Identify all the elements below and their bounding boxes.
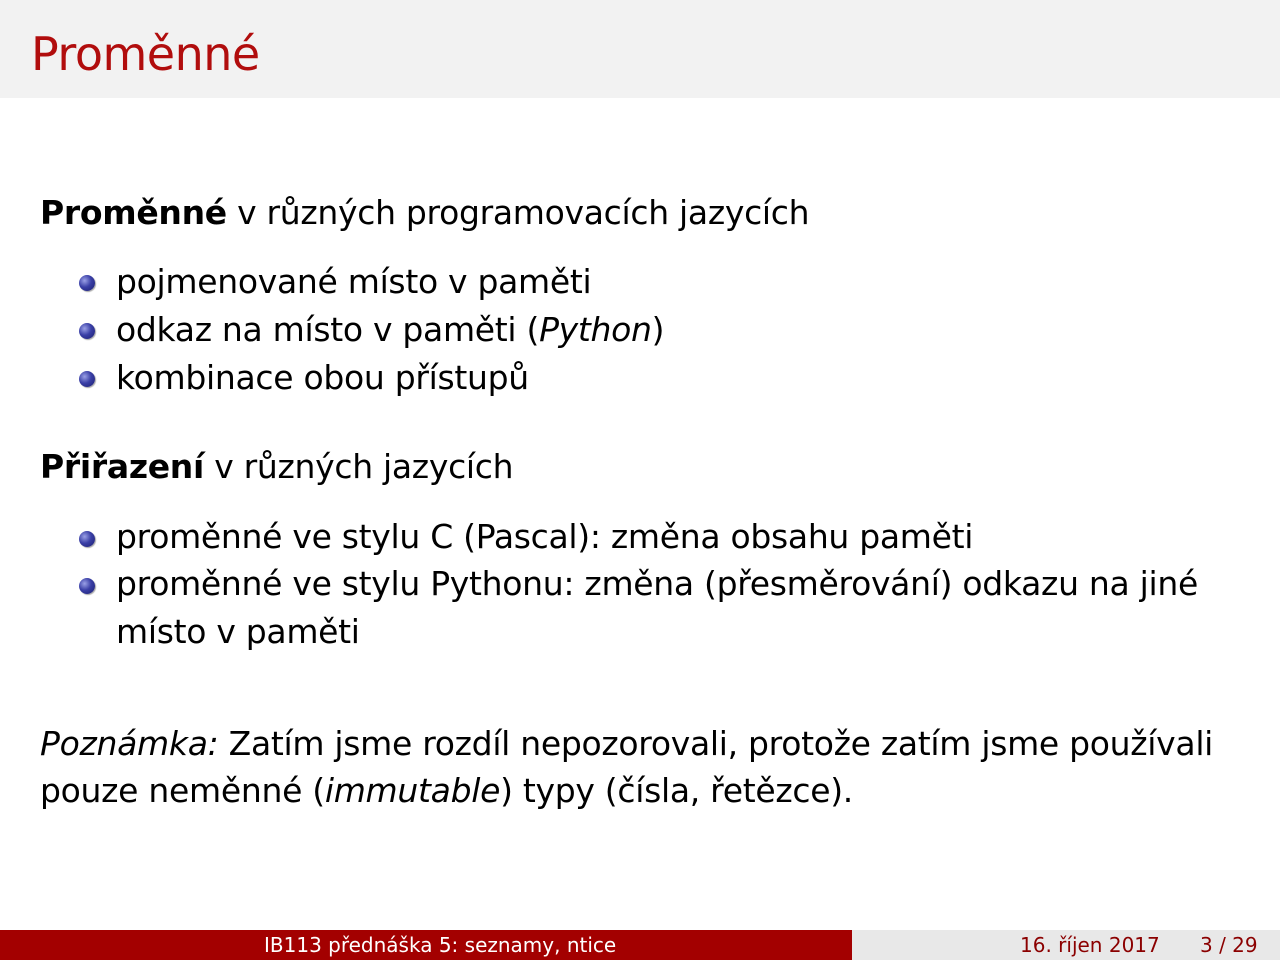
footer-title-bar [0, 930, 852, 960]
list-item-text: ) [651, 310, 665, 349]
ball-bullet-icon [79, 275, 95, 291]
heading-rest: v různých jazycích [204, 447, 514, 486]
footer-page-number: 3 / 29 [1200, 933, 1258, 957]
footer-info-bar [852, 930, 1280, 960]
ball-bullet-icon [79, 371, 95, 387]
list-item [116, 306, 664, 354]
list-item-italic: Python [539, 310, 652, 349]
list-item-text: proměnné ve stylu C (Pascal): změna obsahu paměti [116, 517, 974, 556]
heading-bold-term: Proměnné [40, 193, 227, 232]
ball-bullet-icon [79, 531, 95, 547]
list-item [116, 354, 529, 402]
section-assignment-heading [40, 444, 513, 490]
ball-bullet-icon [79, 323, 95, 339]
footer-title: IB113 přednáška 5: seznamy, ntice [264, 933, 617, 957]
list-item-continuation [116, 608, 360, 656]
heading-rest: v různých programovacích jazycích [226, 193, 810, 232]
note-label: Poznámka: [40, 724, 219, 763]
list-item [116, 513, 973, 561]
list-item-text: odkaz na místo v paměti ( [116, 310, 540, 349]
heading-bold-term: Přiřazení [40, 447, 205, 486]
list-item-text: pojmenované místo v paměti [116, 262, 592, 301]
list-item [116, 258, 591, 306]
list-item-text: proměnné ve stylu Pythonu: změna (přesměrování) odkazu na jiné [116, 564, 1198, 603]
list-item [116, 560, 1198, 608]
slide-title: Proměnné [31, 27, 260, 81]
footer-date: 16. říjen 2017 [1020, 933, 1160, 957]
list-item-text: kombinace obou přístupů [116, 358, 529, 397]
slide-footer [0, 930, 1280, 960]
note-text: Zatím jsme rozdíl nepozorovali, protože zatím jsme používali pouze neměnné ( [40, 724, 1214, 810]
note-italic-term: immutable [324, 771, 501, 810]
list-item-text: místo v paměti [116, 612, 360, 651]
section-variables-heading [40, 190, 809, 236]
ball-bullet-icon [79, 578, 95, 594]
note-paragraph [40, 720, 1240, 814]
note-text-end: ) typy (čísla, řetězce). [500, 771, 853, 810]
